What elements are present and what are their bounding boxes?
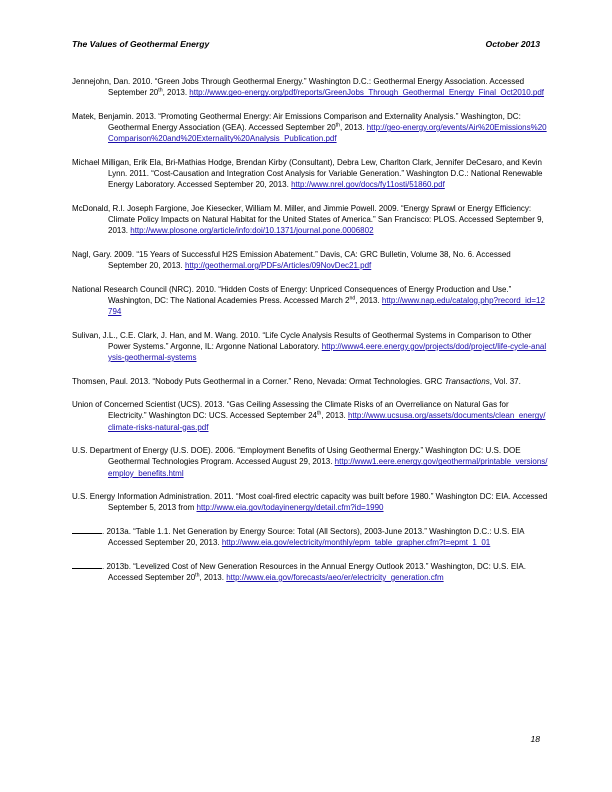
reference-text: Nagl, Gary. 2009. “15 Years of Successful H2S Emission Abatement.” Davis, CA: GRC Bulletin, Volume 38, No. 6. Accessed September 20, 2013. [72, 249, 511, 270]
reference-text: National Research Council (NRC). 2010. “Hidden Costs of Energy: Unpriced Consequences of Energy Production and Use.” Washington, DC: The National Academies Press. Accessed March 2 [72, 284, 512, 305]
reference-entry [72, 491, 548, 513]
reference-link[interactable]: http://geo-energy.org/events/Air%20Emissions%20Comparison%20and%20Externality%20Analysis_Publication.pdf [108, 123, 547, 144]
reference-link[interactable]: http://www.eia.gov/forecasts/aeo/er/electricity_generation.cfm [226, 572, 444, 582]
reference-text: McDonald, R.I. Joseph Fargione, Joe Kiesecker, William M. Miller, and Jimmie Powell. 2009. “Energy Sprawl or Energy Efficiency: Climate Policy Impacts on Natural Habitat for the United States of America.” San Francisco: PLOS. Accessed September 9, 2013. [72, 203, 544, 236]
reference-link[interactable]: http://www.ucsusa.org/assets/documents/clean_energy/climate-risks-natural-gas.pdf [108, 411, 546, 432]
reference-entry [72, 203, 548, 237]
reference-link[interactable]: http://geothermal.org/PDFs/Articles/09NovDec21.pdf [184, 261, 372, 270]
reference-text-tail: , Vol. 37. [489, 376, 521, 386]
reference-text: U.S. Department of Energy (U.S. DOE). 2006. “Employment Benefits of Using Geothermal Energy.” Washington DC: U.S. DOE Geothermal Technologies Program. Accessed August 29, 2013. [72, 446, 521, 467]
reference-entry [72, 445, 548, 479]
ordinal-suffix: nd [349, 295, 356, 302]
reference-text: . 2013b. “Levelized Cost of New Generation Resources in the Annual Energy Outlook 2013.” Washington, DC: U.S. EIA. Accessed September 20 [102, 561, 526, 582]
reference-entry [72, 330, 548, 364]
running-header-date: October 2013 [485, 39, 540, 49]
running-header-title: The Values of Geothermal Energy [72, 39, 210, 49]
reference-text-tail: , 2013. [355, 295, 382, 305]
reference-link[interactable]: http://www4.eere.energy.gov/projects/dod/project/life-cycle-analysis-geothermal-systems [108, 341, 547, 362]
reference-link[interactable]: http://www.geo-energy.org/pdf/reports/GreenJobs_Through_Geothermal_Energy_Final_Oct2010.pdf [189, 88, 545, 98]
reference-text-tail: , 2013. [321, 411, 348, 421]
reference-link[interactable]: http://www.eia.gov/electricity/monthly/epm_table_grapher.cfm?t=epmt_1_01 [221, 538, 491, 548]
page-number: 18 [530, 734, 540, 744]
ordinal-suffix: th [316, 410, 322, 417]
reference-entry [72, 561, 548, 583]
reference-list [72, 76, 548, 596]
reference-link[interactable]: http://www.plosone.org/article/info:doi/10.1371/journal.pone.0006802 [130, 226, 374, 236]
reference-link[interactable]: http://www.nrel.gov/docs/fy11osti/51860.pdf [291, 180, 445, 190]
ditto-author-line [72, 526, 102, 534]
reference-text: Thomsen, Paul. 2013. “Nobody Puts Geothermal in a Corner.” Reno, Nevada: Ormat Technologies. GRC [72, 376, 445, 386]
reference-entry [72, 526, 548, 548]
reference-text-tail: , 2013. [340, 123, 367, 132]
reference-entry [72, 111, 548, 145]
reference-text: Sulivan, J.L., C.E. Clark, J. Han, and M. Wang. 2010. “Life Cycle Analysis Results of Geothermal Systems in Comparison to Other Power Systems.” Argonne, IL: Argonne National Laboratory. [72, 330, 532, 351]
reference-entry [72, 249, 548, 271]
reference-text: . 2013a. “Table 1.1. Net Generation by Energy Source: Total (All Sectors), 2003-June 2013.” Washington D.C.: U.S. EIA Accessed September 20, 2013. [102, 526, 524, 548]
reference-journal: Transactions [444, 376, 490, 386]
reference-text-tail: , 2013. [162, 88, 190, 98]
ditto-author-line [72, 561, 102, 569]
reference-entry [72, 157, 548, 191]
reference-link[interactable]: http://www.nap.edu/catalog.php?record_id=12794 [108, 295, 545, 316]
reference-entry [72, 399, 548, 433]
reference-entry [72, 76, 548, 98]
ordinal-suffix: th [158, 87, 163, 94]
reference-text: U.S. Energy Information Administration. 2011. “Most coal-fired electric capacity was built before 1980.” Washington DC: EIA. Accessed September 5, 2013 from [72, 492, 548, 513]
reference-text: Union of Concerned Scientist (UCS). 2013. “Gas Ceiling Assessing the Climate Risks of an Overreliance on Natural Gas for Electricity.” Washington DC: UCS. Accessed September 24 [72, 400, 509, 421]
ordinal-suffix: th [195, 572, 200, 579]
reference-entry [72, 284, 548, 318]
reference-entry [72, 376, 548, 387]
reference-text: Michael Milligan, Erik Ela, Bri-Mathias Hodge, Brendan Kirby (Consultant), Debra Lew, Charlton Clark, Jennifer DeCesaro, and Kevin Lynn. 2011. “Cost-Causation and Integration Cost Analysis for Variable Generation.” Washington D.C.: National Renewable Energy Laboratory. Accessed September 20, 2013. [72, 157, 543, 190]
reference-text: Matek, Benjamin. 2013. “Promoting Geothermal Energy: Air Emissions Comparison and Externality Analysis.” Washington, DC: Geothermal Energy Association (GEA). Accessed September 20 [72, 111, 521, 132]
ordinal-suffix: th [335, 122, 340, 129]
reference-text: Jennejohn, Dan. 2010. “Green Jobs Through Geothermal Energy.” Washington D.C.: Geothermal Energy Association. Accessed September 20 [72, 77, 525, 98]
reference-link[interactable]: http://www.eia.gov/todayinenergy/detail.cfm?id=1990 [196, 503, 384, 513]
reference-text-tail: , 2013. [199, 572, 227, 582]
reference-link[interactable]: http://www1.eere.energy.gov/geothermal/printable_versions/employ_benefits.html [108, 457, 548, 478]
